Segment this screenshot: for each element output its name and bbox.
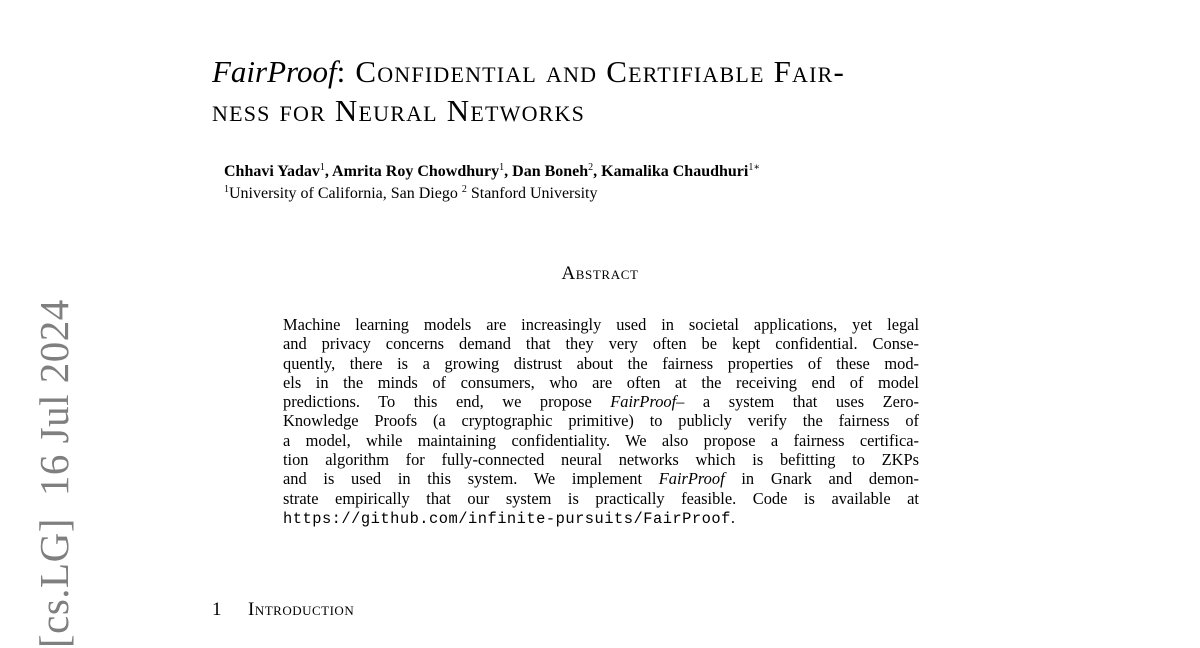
abstract-line — [283, 392, 919, 411]
section-title: Introduction — [248, 599, 355, 620]
code-link[interactable]: https://github.com/infinite-pursuits/FairProof — [283, 509, 731, 528]
abstract-line: tion algorithm for fully-connected neural networks which is befitting to ZKPs — [283, 450, 919, 470]
abstract-system-name: FairProof — [658, 469, 725, 489]
author-affil-mark: 1 — [319, 162, 325, 173]
abstract-text: predictions. To this end, we propose — [283, 392, 611, 412]
author-name: Kamalika Chaudhuri — [601, 163, 749, 180]
author-list — [224, 163, 760, 180]
author-block — [224, 161, 760, 205]
abstract-line: quently, there is a growing distrust about the fairness properties of these mod- — [283, 353, 919, 373]
author-name: Amrita Roy Chowdhury — [332, 163, 500, 180]
author-separator: , — [593, 163, 602, 180]
affiliations — [224, 183, 760, 205]
abstract-line: Knowledge Proofs (a cryptographic primitive) to publicly verify the fairness of — [283, 411, 919, 431]
abstract-line: els in the minds of consumers, who are often at the receiving end of model — [283, 372, 919, 392]
abstract-line: and privacy concerns demand that they very often be kept confidential. Conse- — [283, 334, 919, 354]
abstract-heading: Abstract — [561, 263, 639, 284]
author-separator: , — [504, 163, 513, 180]
arxiv-date: 16 Jul 2024 — [31, 299, 77, 497]
abstract-text: and is used in this system. We implement — [283, 469, 659, 489]
abstract-line: a model, while maintaining confidentiality. We also propose a fairness certifica- — [283, 430, 919, 450]
arxiv-category: [cs.LG] — [31, 518, 77, 648]
abstract-text: in Gnark and demon- — [724, 469, 919, 489]
affil-text: University of California, San Diego — [229, 185, 462, 202]
section-heading — [212, 599, 354, 621]
abstract-text: . — [730, 507, 735, 527]
affil-text: Stanford University — [466, 185, 598, 202]
section-number: 1 — [212, 599, 222, 620]
affil-mark: 2 — [461, 184, 467, 195]
abstract-line — [283, 508, 919, 527]
title-line-2: ness for Neural Networks — [212, 93, 586, 128]
affil-mark: 1 — [224, 184, 229, 195]
title-separator: : — [336, 54, 356, 89]
author-separator: , — [324, 163, 333, 180]
abstract-line — [283, 469, 919, 488]
abstract-line: strate empirically that our system is practically feasible. Code is available at — [283, 488, 919, 508]
author-affil-mark: 1∗ — [748, 162, 761, 173]
title-system-name: FairProof — [212, 54, 337, 89]
title-line1-rest: Confidential and Certifiable Fair- — [355, 54, 846, 89]
author-affil-mark: 1 — [499, 162, 505, 173]
paper-title — [212, 52, 1012, 130]
author-name: Dan Boneh — [512, 163, 589, 180]
abstract-text: – a system that uses Zero- — [676, 392, 919, 412]
arxiv-side-stamp — [30, 299, 78, 648]
author-affil-mark: 2 — [588, 162, 594, 173]
title-line-1 — [212, 52, 1012, 91]
author-name: Chhavi Yadav — [224, 163, 320, 180]
abstract-line: Machine learning models are increasingly used in societal applications, yet legal — [283, 315, 919, 334]
abstract-body — [283, 315, 919, 527]
abstract-system-name: FairProof — [610, 392, 677, 412]
